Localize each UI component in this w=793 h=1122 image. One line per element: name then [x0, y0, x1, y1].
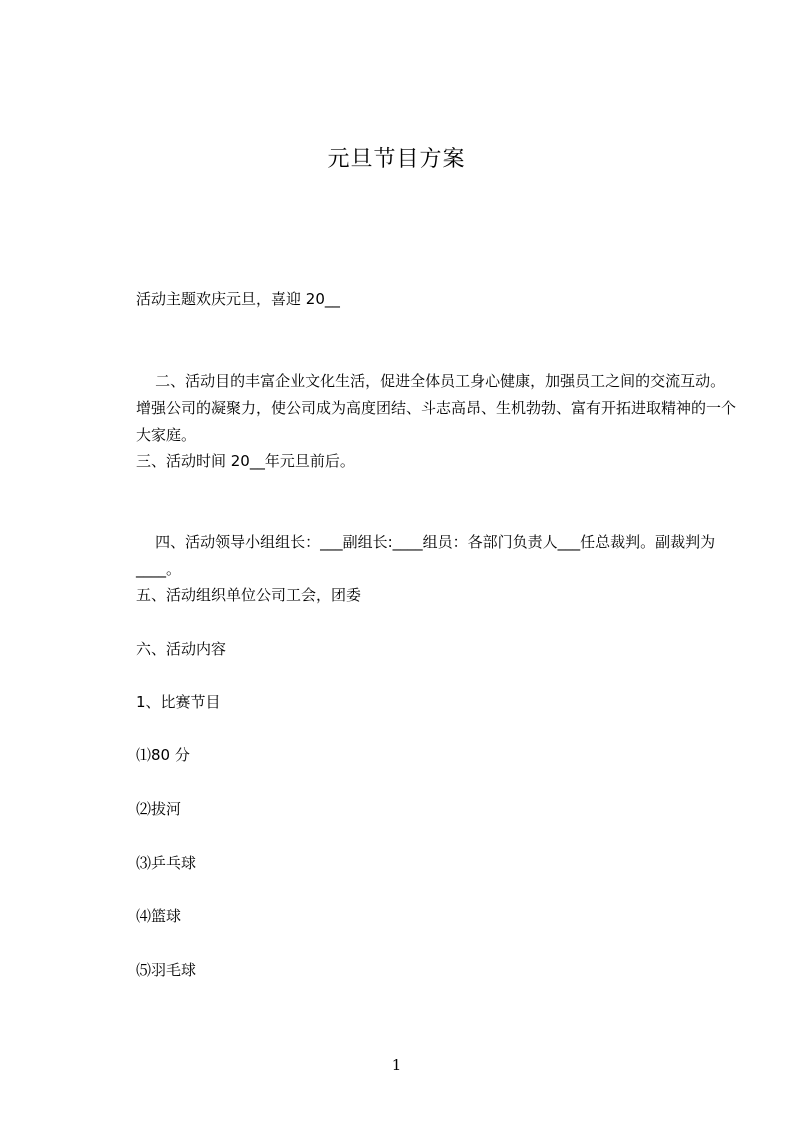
- list-item: ⑵拔河: [136, 800, 182, 818]
- paragraph-purpose-text: 二、活动目的丰富企业文化生活，促进全体员工身心健康，加强员工之间的交流互动。增强公司的凝聚力，使公司成为高度团结、斗志高昂、生机勃勃、富有开拓进取精神的一个大家庭。: [136, 372, 737, 444]
- list-item: ⑴80 分: [136, 746, 190, 764]
- paragraph-competition-heading: 1、比赛节目: [136, 693, 221, 711]
- list-item: ⑶乒乓球: [136, 854, 197, 872]
- paragraph-organizer: 五、活动组织单位公司工会，团委: [136, 586, 362, 604]
- paragraph-content-heading: 六、活动内容: [136, 640, 227, 658]
- list-item: ⑷篮球: [136, 907, 182, 925]
- paragraph-theme: 活动主题欢庆元旦，喜迎 20__: [136, 290, 340, 308]
- page-number: 1: [391, 1056, 402, 1074]
- document-title: 元旦节目方案: [327, 147, 466, 172]
- list-item: ⑸羽毛球: [136, 961, 197, 979]
- paragraph-leadership-text: 四、活动领导小组组长：___副组长:____组员：各部门负责人___任总裁判。副裁判为____。: [136, 533, 716, 578]
- paragraph-time: 三、活动时间 20__年元旦前后。: [136, 452, 355, 470]
